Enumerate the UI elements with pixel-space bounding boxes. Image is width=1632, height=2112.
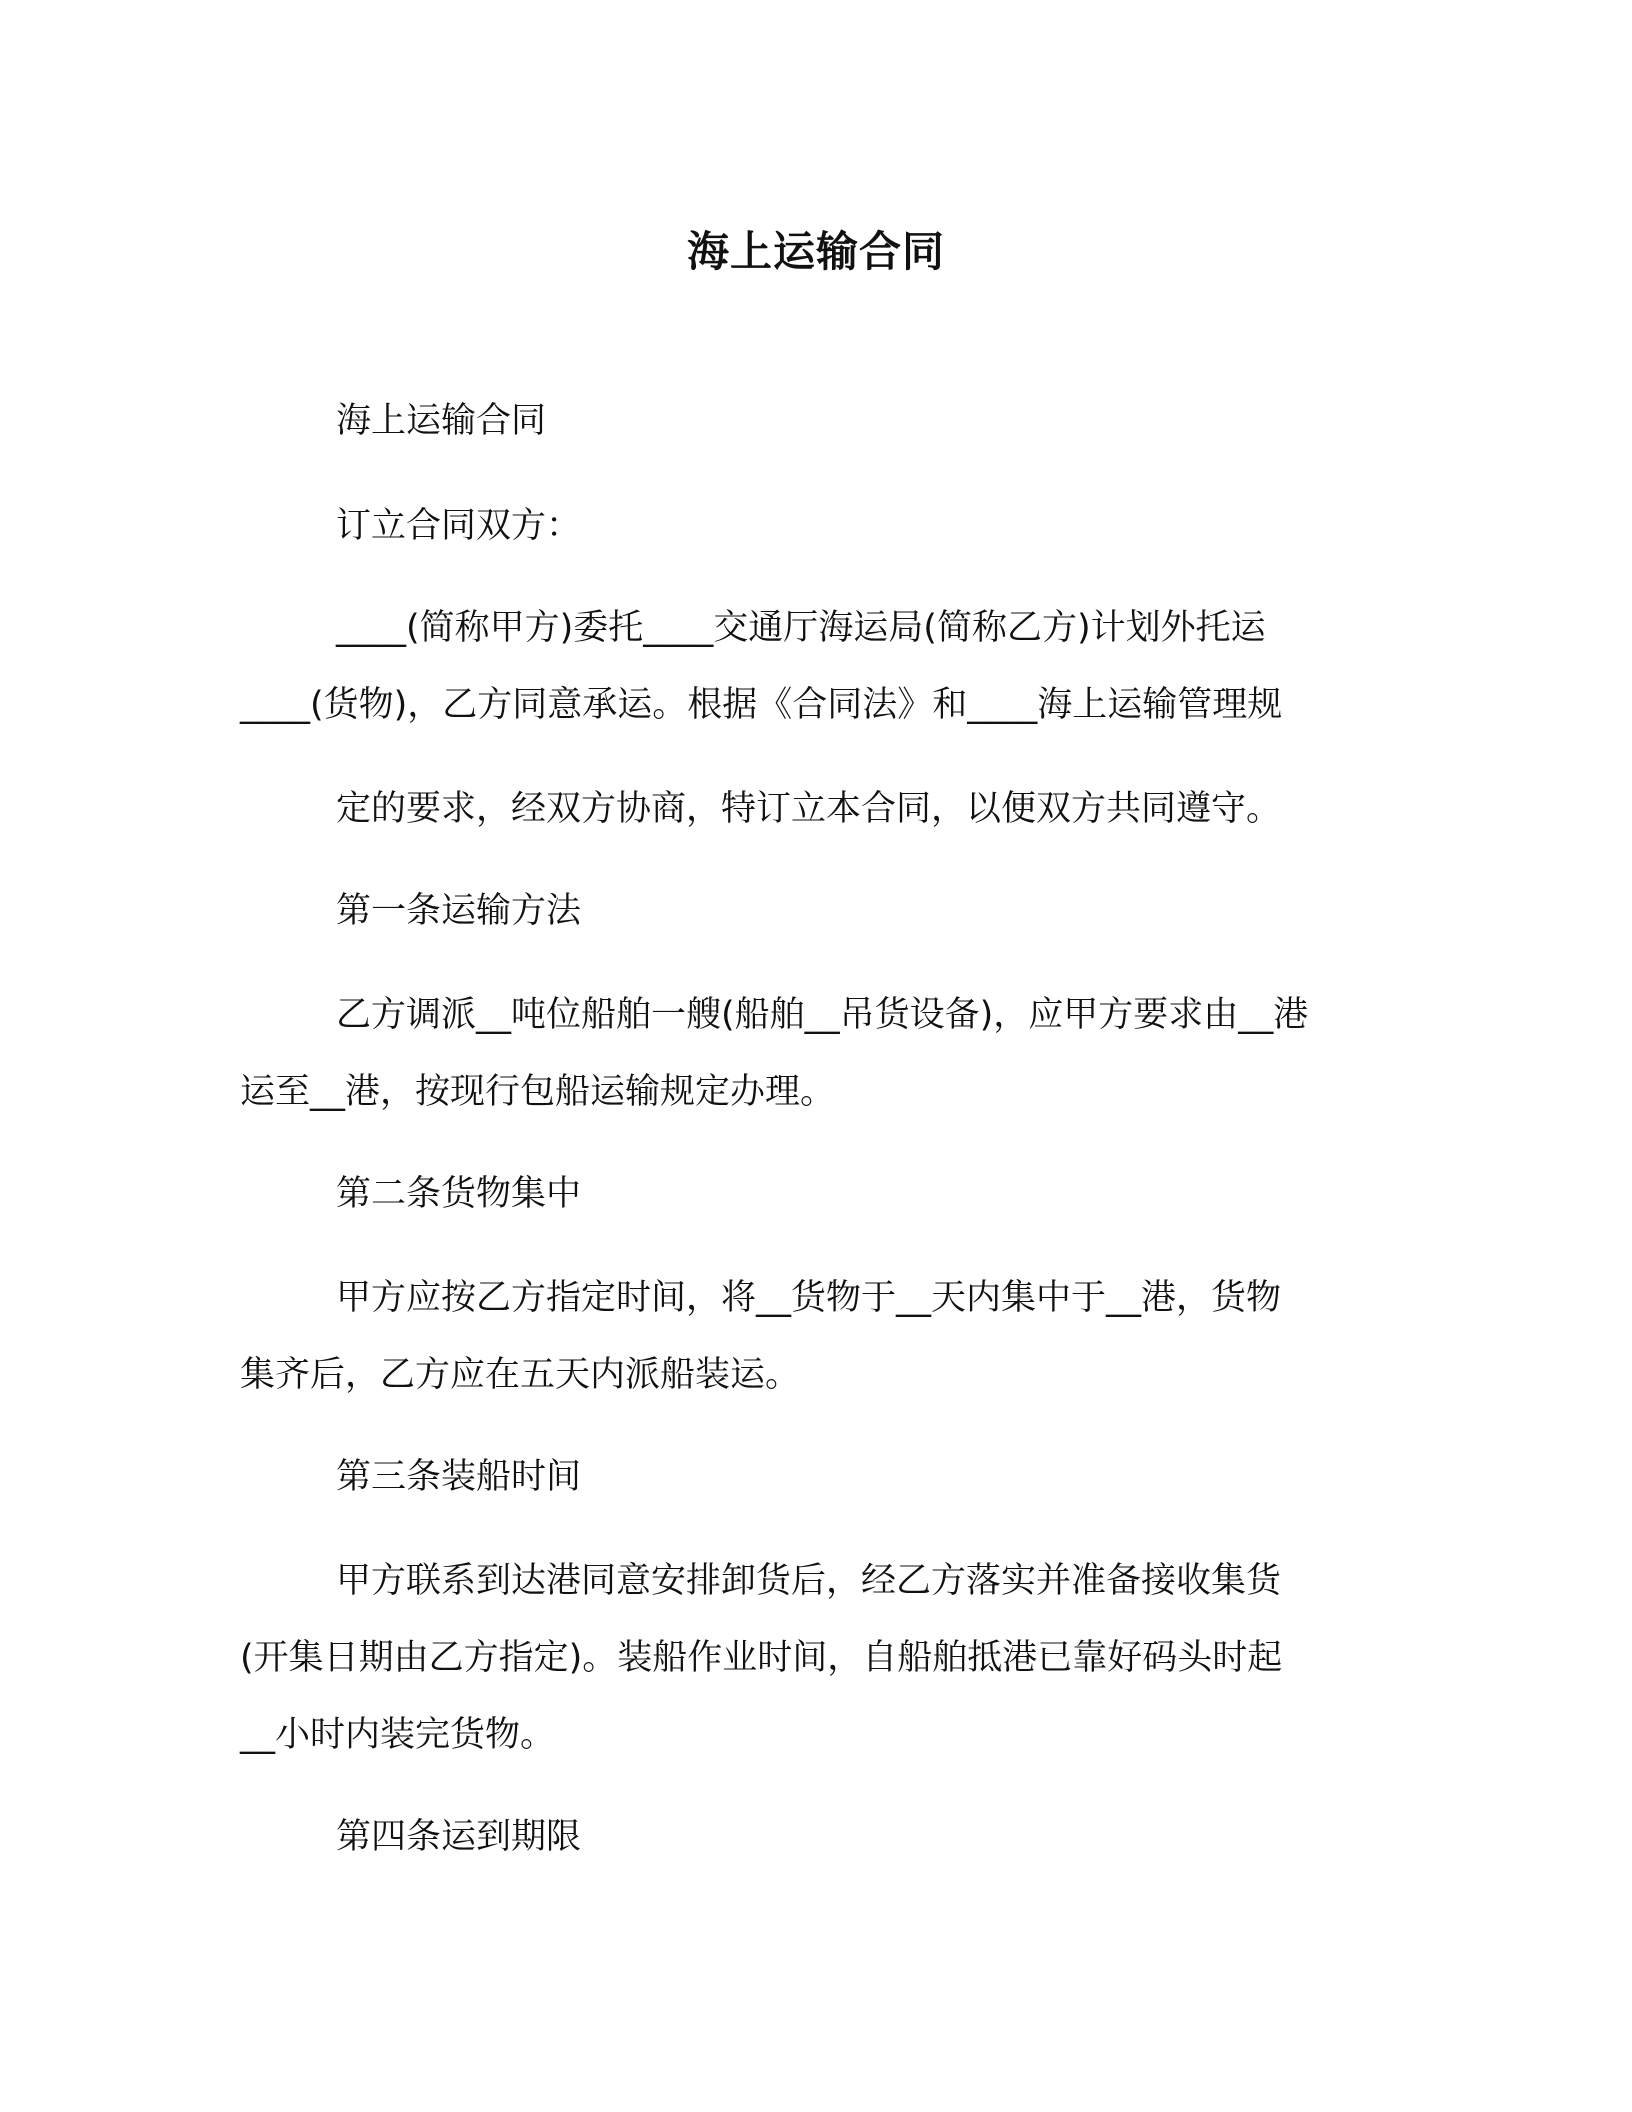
- article-2-paragraph-line-1: 甲方应按乙方指定时间，将__货物于__天内集中于__港，货物: [336, 1278, 1282, 1318]
- intro-paragraph-line-1: ____(简称甲方)委托____交通厅海运局(简称乙方)计划外托运: [336, 608, 1266, 648]
- article-2-paragraph-line-2: 集齐后，乙方应在五天内派船装运。: [240, 1355, 801, 1395]
- parties-heading: 订立合同双方：: [336, 506, 582, 546]
- article-4-heading: 第四条运到期限: [336, 1817, 582, 1857]
- contract-heading: 海上运输合同: [336, 401, 547, 441]
- article-3-paragraph-line-1: 甲方联系到达港同意安排卸货后，经乙方落实并准备接收集货: [336, 1561, 1282, 1601]
- article-3-heading: 第三条装船时间: [336, 1457, 582, 1497]
- article-1-heading: 第一条运输方法: [336, 891, 582, 931]
- article-3-paragraph-line-3: __小时内装完货物。: [240, 1715, 556, 1755]
- intro-paragraph-line-3: 定的要求，经双方协商，特订立本合同，以便双方共同遵守。: [336, 789, 1282, 829]
- document-title: 海上运输合同: [686, 227, 945, 276]
- article-1-paragraph-line-2: 运至__港，按现行包船运输规定办理。: [240, 1072, 836, 1112]
- intro-paragraph-line-2: ____(货物)，乙方同意承运。根据《合同法》和____海上运输管理规: [240, 685, 1283, 725]
- article-1-paragraph-line-1: 乙方调派__吨位船舶一艘(船舶__吊货设备)，应甲方要求由__港: [336, 995, 1309, 1035]
- article-3-paragraph-line-2: (开集日期由乙方指定)。装船作业时间，自船舶抵港已靠好码头时起: [240, 1638, 1283, 1678]
- article-2-heading: 第二条货物集中: [336, 1174, 582, 1214]
